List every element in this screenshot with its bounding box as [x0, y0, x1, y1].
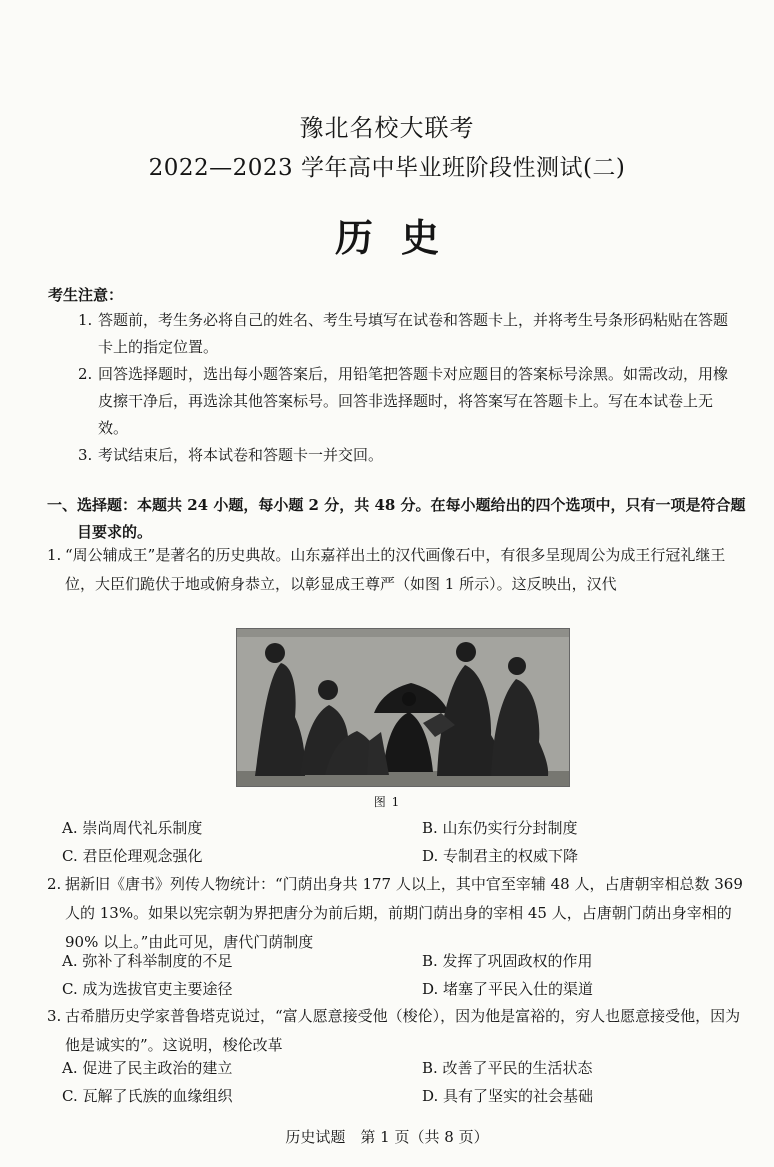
question-2: [47, 870, 747, 957]
notice-item-text: 答题前，考生务必将自己的姓名、考生号填写在试卷和答题卡上，并将考生号条形码粘贴在答题卡上的指定位置。: [98, 311, 729, 356]
section-label: 一、: [47, 496, 78, 514]
option-d: D. 堵塞了平民入仕的渠道: [422, 980, 594, 998]
page-footer: 历史试题 第 1 页（共 8 页）: [285, 1128, 489, 1146]
option-c: C. 君臣伦理观念强化: [62, 847, 203, 865]
question-number: 1.: [47, 546, 62, 564]
exam-organizer-title: 豫北名校大联考: [299, 114, 475, 142]
option-a: A. 促进了民主政治的建立: [62, 1059, 233, 1077]
notice-item-text: 回答选择题时，选出每小题答案后，用铅笔把答题卡对应题目的答案标号涂黑。如需改动，用橡皮擦干净后，再选涂其他答案标号。回答非选择题时，将答案写在答题卡上。写在本试卷上无效。: [98, 365, 729, 437]
question-2-options: [62, 947, 762, 1003]
question-1: [47, 541, 747, 599]
notice-item: [78, 361, 740, 442]
option-d: D. 专制君主的权威下降: [422, 847, 579, 865]
notice-item-text: 考试结束后，将本试卷和答题卡一并交回。: [98, 446, 384, 464]
option-a: A. 弥补了科举制度的不足: [62, 952, 233, 970]
question-3: [47, 1002, 747, 1060]
notice-item-number: 3.: [78, 446, 93, 464]
exam-session-title: 2022—2023 学年高中毕业班阶段性测试(二): [148, 155, 626, 181]
question-stem: 据新旧《唐书》列传人物统计：“门荫出身共 177 人以上，其中官至宰辅 48 人，占唐朝宰相总数 369 人的 13%。如果以宪宗朝为界把唐分为前后期，前期门荫出身的宰相 45 人，占唐朝门荫出身宰相的 90% 以上。”由此可见，唐代门荫制度: [65, 875, 743, 951]
notice-list: [78, 307, 740, 469]
subject-title: 历史: [334, 215, 467, 260]
question-number: 3.: [47, 1007, 62, 1025]
notice-title: 考生注意：: [48, 286, 124, 304]
section-text: 选择题：本题共 24 小题，每小题 2 分，共 48 分。在每小题给出的四个选项中，只有一项是符合题目要求的。: [77, 496, 746, 541]
question-1-options: [62, 814, 762, 870]
notice-item-number: 2.: [78, 365, 93, 383]
stone-relief-illustration: [237, 629, 569, 786]
option-b: B. 山东仍实行分封制度: [422, 819, 578, 837]
notice-item-number: 1.: [78, 311, 93, 329]
question-stem: “周公辅成王”是著名的历史典故。山东嘉祥出土的汉代画像石中，有很多呈现周公为成王行冠礼继王位，大臣们跪伏于地或俯身恭立，以彰显成王尊严（如图 1 所示）。这反映出，汉代: [65, 546, 726, 593]
option-b: B. 改善了平民的生活状态: [422, 1059, 593, 1077]
question-number: 2.: [47, 875, 62, 893]
option-d: D. 具有了坚实的社会基础: [422, 1087, 594, 1105]
figure-1-image: [236, 628, 570, 787]
option-b: B. 发挥了巩固政权的作用: [422, 952, 593, 970]
question-3-options: [62, 1054, 762, 1110]
notice-item: [78, 442, 740, 469]
notice-item: [78, 307, 740, 361]
figure-caption: 图 1: [373, 795, 401, 809]
option-c: C. 成为选拔官吏主要途径: [62, 980, 233, 998]
option-c: C. 瓦解了氏族的血缘组织: [62, 1087, 233, 1105]
section-heading: [47, 492, 747, 546]
question-stem: 古希腊历史学家普鲁塔克说过，“富人愿意接受他（梭伦），因为他是富裕的，穷人也愿意接受他，因为他是诚实的”。这说明，梭伦改革: [65, 1007, 741, 1054]
option-a: A. 崇尚周代礼乐制度: [62, 819, 203, 837]
